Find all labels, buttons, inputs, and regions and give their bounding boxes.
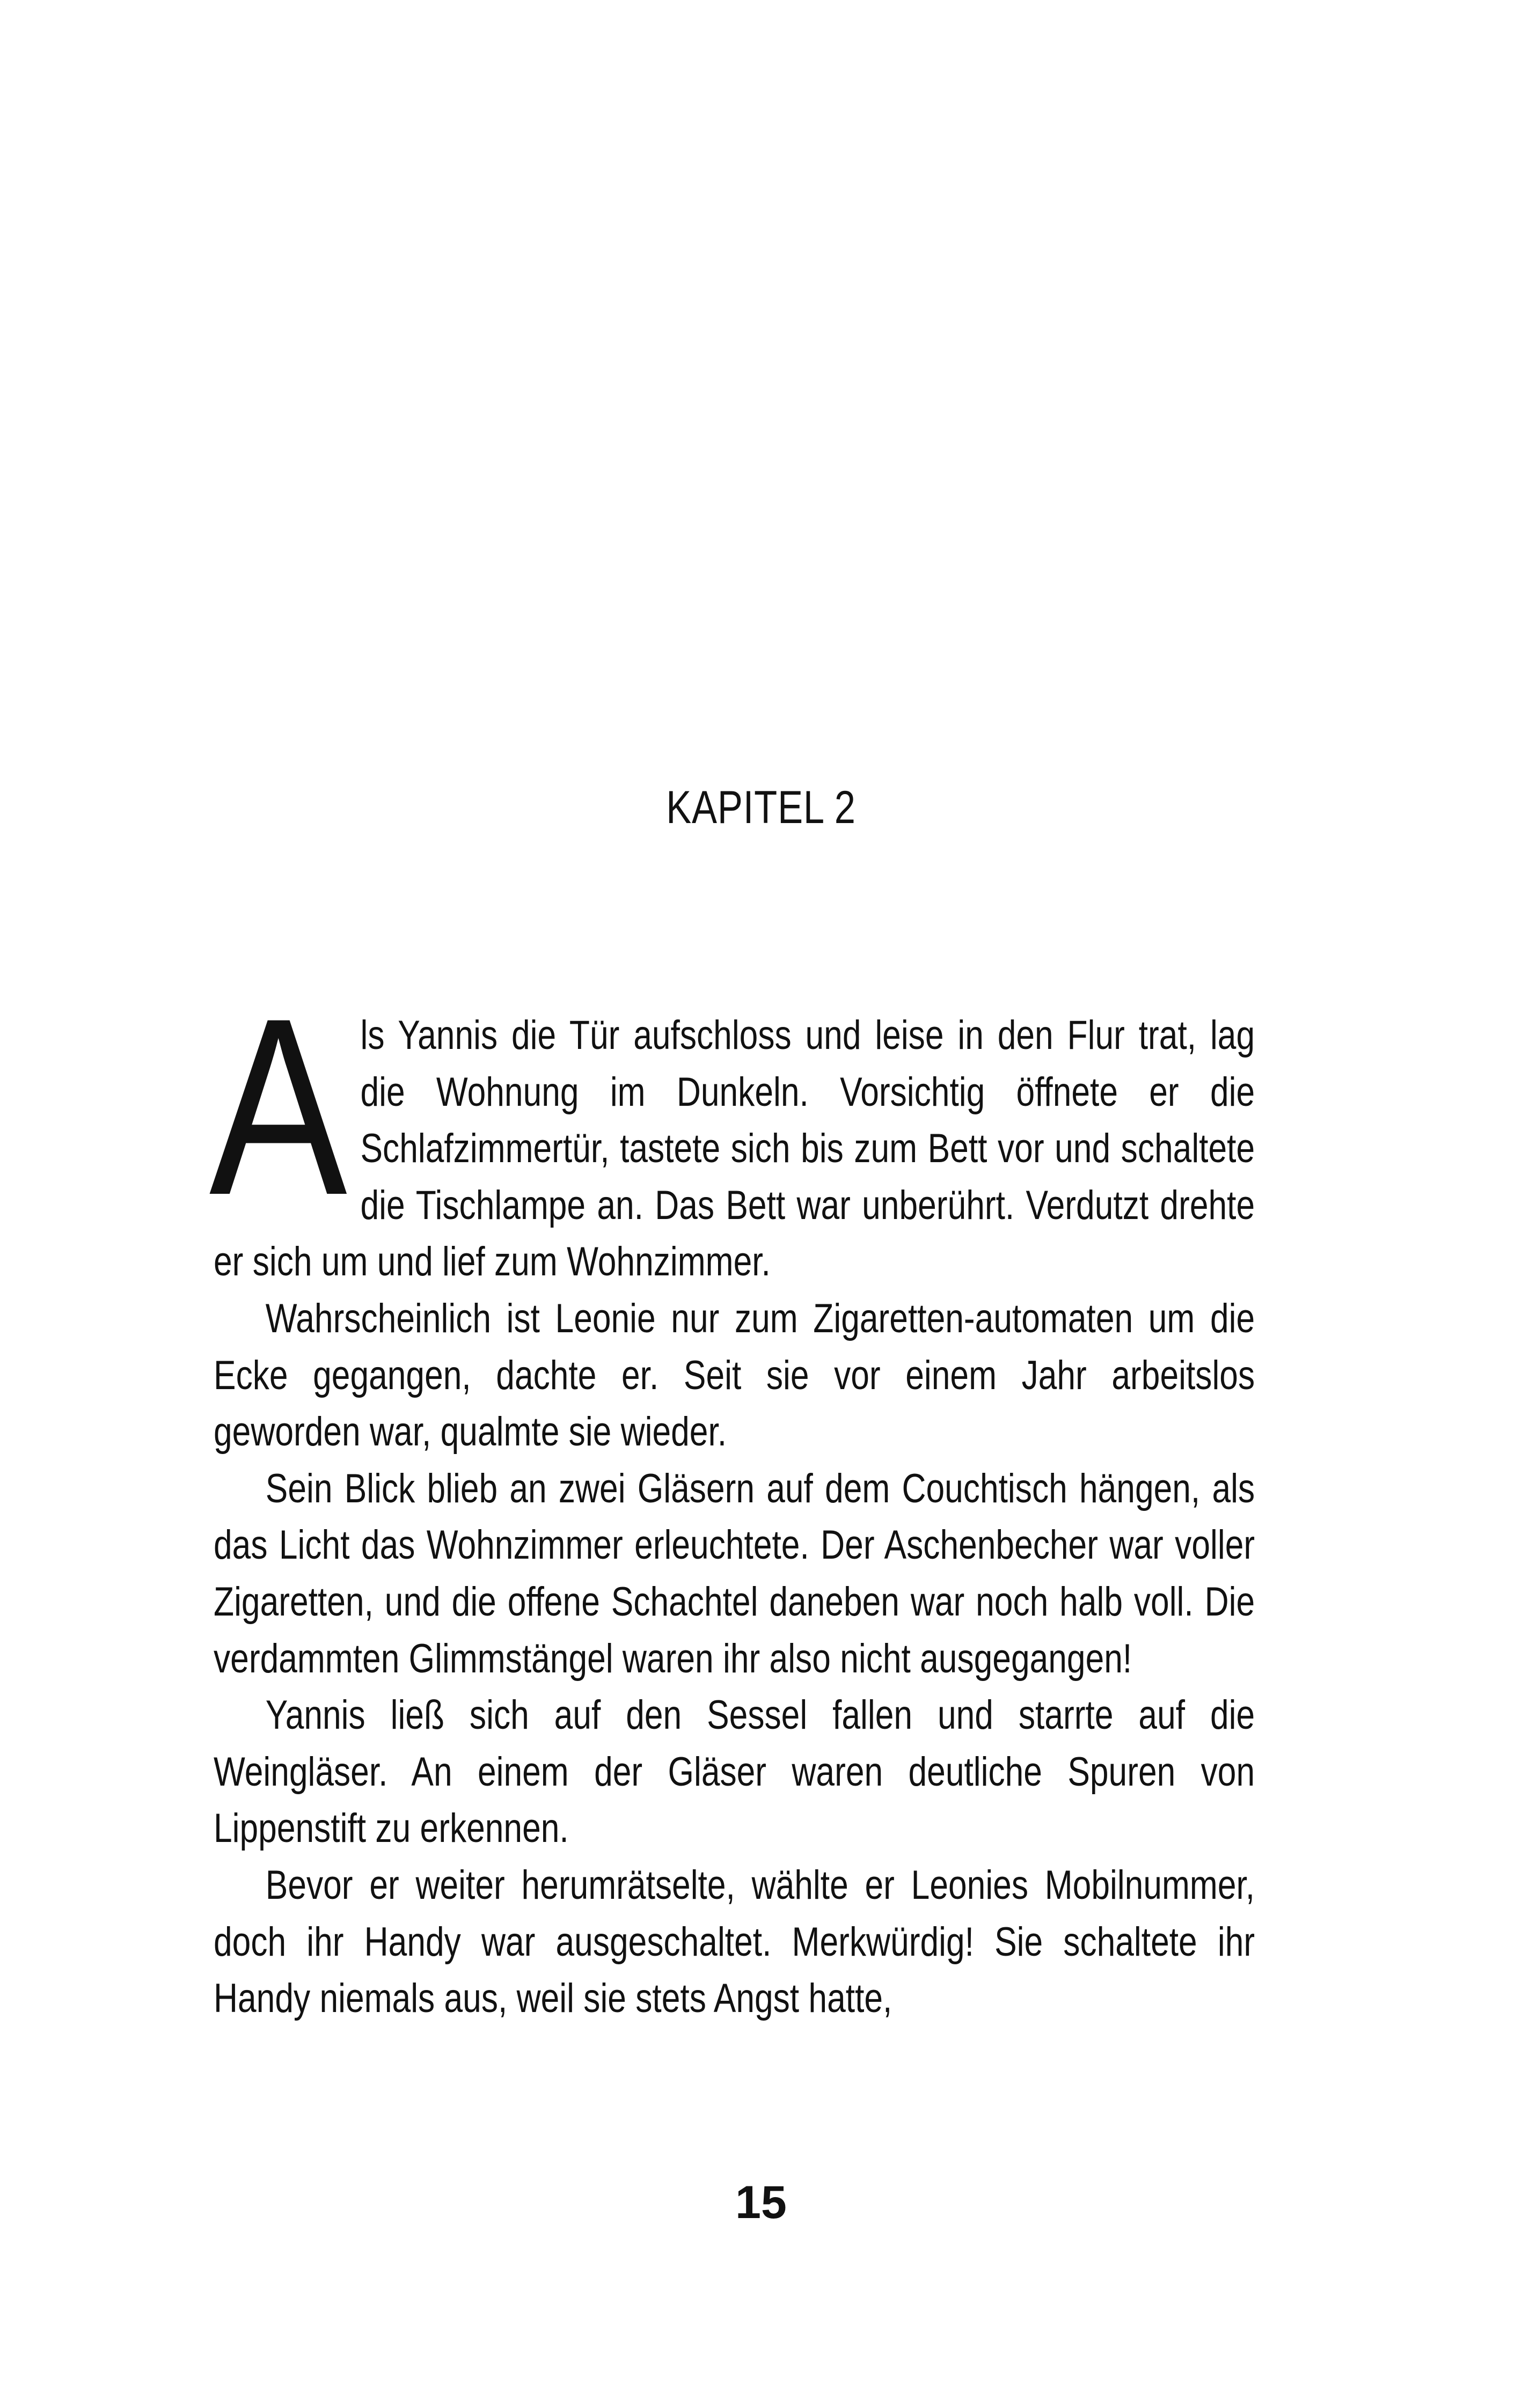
chapter-body-inner [209, 966, 1255, 2027]
paragraph-4: Yannis ließ sich auf den Sessel fallen und starrte auf die Weingläser. An einem der Gläser waren deutliche Spuren von Lippenstift zu erkennen. [214, 1692, 1255, 1852]
chapter-body [209, 966, 1255, 2027]
paragraph-3: Sein Blick blieb an zwei Gläsern auf dem Couchtisch hängen, als das Licht das Wohnzimmer erleuchtete. Der Aschenbecher war voller Zigaretten, und die offene Schachtel daneben war noch halb voll. Die verdammten Glimmstängel waren ihr also nicht ausgegangen! [214, 1465, 1255, 1682]
paragraph-5: Bevor er weiter herumrätselte, wählte er Leonies Mobilnummer, doch ihr Handy war ausgeschaltet. Merkwürdig! Sie schaltete ihr Handy niemals aus, weil sie stets Angst hatte, [214, 1862, 1255, 2022]
paragraph-1-text: ls Yannis die Tür aufschloss und leise in den Flur trat, lag die Wohnung im Dunkeln. Vorsichtig öffnete er die Schlafzimmertür, tastete sich bis zum Bett vor und schaltete die Tischlampe an. Das Bett war unberührt. Verdutzt drehte er sich um und lief zum Wohnzimmer. [214, 1012, 1255, 1285]
paragraph-2: Wahrscheinlich ist Leonie nur zum Zigaretten-automaten um die Ecke gegangen, dachte er. Seit sie vor einem Jahr arbeitslos geworden war, qualmte sie wieder. [214, 1295, 1255, 1455]
chapter-title: KAPITEL 2 [666, 782, 856, 833]
drop-cap: A [209, 966, 347, 1247]
paragraph-1 [209, 966, 1255, 1290]
page-number: 15 [735, 2177, 787, 2228]
